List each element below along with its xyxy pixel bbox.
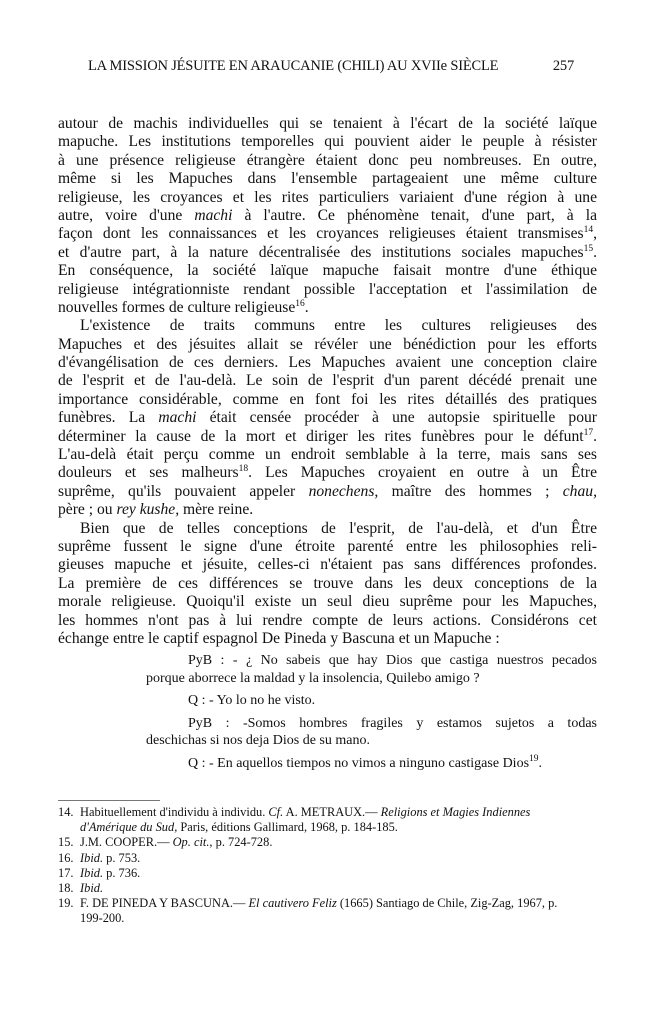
text-line [58, 207, 597, 225]
italic-term: machi [194, 206, 233, 224]
text-run: (1665) Santiago de Chile, Zig-Zag, 1967, p. 199-200. [80, 896, 558, 926]
footnote-text [80, 881, 567, 896]
italic-term: rey kushe, [116, 501, 180, 519]
text-line [58, 244, 597, 262]
text-run: les hommes n'ont pas à lui rendre compte de leurs actions. Considérons cet [58, 611, 597, 629]
dialogue-turn [146, 652, 597, 687]
text-line [58, 612, 597, 630]
text-line [58, 556, 597, 574]
italic-term: El cautivero Feliz [248, 896, 337, 911]
dialogue-line [146, 732, 597, 750]
running-header [88, 58, 574, 75]
text-run: A. METRAUX.— [283, 805, 381, 819]
text-run: mère reine. [179, 501, 254, 519]
text-line [58, 409, 597, 427]
text-run: PyB : - ¿ No sabeis que hay Dios que castiga nuestros pecados [188, 653, 597, 669]
text-run: douleurs et ses malheurs [58, 464, 239, 482]
footnote-text [80, 805, 567, 835]
text-run: . [304, 298, 309, 316]
footnote-ref: 18 [238, 464, 249, 475]
footnote-number: 17. [58, 865, 74, 880]
text-line [58, 593, 597, 611]
footnote-ref: 19 [529, 753, 539, 764]
text-run: déterminer la cause de la mort et diriger les rites funèbres pour le défunt [58, 427, 584, 445]
text-line [58, 152, 597, 170]
text-line [58, 225, 597, 243]
italic-term: chau, [562, 482, 597, 500]
text-run: PyB : -Somos hombres fragiles y estamos sujetos a todas [188, 715, 597, 731]
text-run: . [593, 427, 597, 445]
footnote [58, 835, 567, 850]
text-run: façon dont les connaissances et les croyances religieuses étaient transmises [58, 225, 584, 243]
footnote-number: 14. [58, 805, 74, 819]
footnote [58, 805, 567, 835]
text-run: , [593, 225, 597, 243]
footnote-ref: 17 [583, 427, 594, 438]
text-run: Paris, éditions Gallimard, 1968, p. 184-185. [177, 820, 398, 835]
text-run: morale religieuse. Quoiqu'il existe un seul dieu suprême pour les Mapuches, [58, 593, 597, 611]
footnote-divider [58, 800, 160, 801]
footnote-text [80, 896, 567, 926]
text-line [58, 483, 597, 501]
footnote-number: 19. [58, 896, 74, 911]
text-run: et d'autre part, à la nature décentralisée des institutions sociales mapuches [58, 243, 584, 261]
italic-term: Ibid. [80, 881, 104, 896]
dialogue-quote [58, 652, 597, 772]
footnotes [58, 805, 567, 927]
text-run: F. DE PINEDA Y BASCUNA.— [80, 896, 249, 911]
text-run: à une présence religieuse étrangère étaient donc peu nombreuses. En outre, [58, 151, 597, 169]
text-run: p. 753. [103, 850, 141, 865]
text-line [58, 501, 597, 519]
text-run: nouvelles formes de culture religieuse [58, 298, 296, 316]
dialogue-line [146, 670, 597, 688]
text-run: . [538, 755, 543, 771]
text-line [58, 428, 597, 446]
footnote-text [80, 866, 567, 881]
text-run: J.M. COOPER.— [80, 835, 173, 850]
text-run: d'évangélisation de ces derniers. Les Mapuches avaient une conception claire [58, 354, 597, 372]
text-run: L'au-delà était perçu comme un endroit semblable à la terre, mais sans ses [58, 446, 597, 464]
italic-term: Cf. [268, 805, 284, 819]
paragraph [58, 317, 597, 519]
text-line [58, 391, 597, 409]
dialogue-line [146, 755, 597, 773]
text-run: autre, voire d'une [58, 206, 195, 224]
text-run: suprême, qu'ils pouvaient appeler [58, 482, 309, 500]
text-line [58, 170, 597, 188]
footnote [58, 851, 567, 866]
dialogue-turn [146, 755, 597, 773]
text-run: La première de ces différences se trouve dans les deux conceptions de la [58, 574, 597, 592]
text-run: autour de machis individuelles qui se tenaient à l'écart de la société laïque [58, 115, 597, 132]
text-run: . [593, 243, 597, 261]
text-run: En conséquence, la société laïque mapuche faisait montre d'une éthique [58, 262, 597, 280]
text-run: religieuse, les croyances et les rites particuliers variaient d'une région à une [58, 188, 597, 206]
text-line [58, 262, 597, 280]
paragraph [58, 115, 597, 317]
text-run: p. 736. [103, 865, 141, 880]
footnote-number: 16. [58, 850, 74, 865]
footnote [58, 881, 567, 896]
text-line [58, 464, 597, 482]
text-run: funèbres. La [58, 409, 159, 427]
italic-term: Op. cit., [172, 835, 213, 850]
text-run: de l'esprit et de l'au-delà. Le soin de l'esprit d'un parent décédé prenait une [58, 372, 597, 390]
text-run: Q : - Yo lo no he visto. [188, 693, 316, 709]
text-line [58, 317, 597, 335]
text-run: mapuche. Les institutions temporelles qui pouvient aider le peuple à résister [58, 133, 597, 151]
text-run: L'existence de traits communs entre les cultures religieuses des [80, 317, 597, 335]
text-run: était censée procéder à une autopsie spirituelle pour [196, 409, 597, 427]
footnote-ref: 15 [583, 243, 594, 254]
text-run: échange entre le captif espagnol De Pineda y Bascuna et un Mapuche : [58, 629, 500, 647]
page-number: 257 [552, 58, 574, 74]
dialogue-turn [146, 692, 597, 710]
text-line [58, 281, 597, 299]
paragraph [58, 520, 597, 649]
text-run: Q : - En aquellos tiempos no vimos a ninguno castigase Dios [188, 755, 530, 771]
text-run: importance considérable, comme en font foi les rites détaillés des pratiques [58, 390, 597, 408]
footnote-ref: 16 [295, 298, 305, 309]
text-line [58, 575, 597, 593]
text-line [58, 520, 597, 538]
text-line [58, 336, 597, 354]
text-line [58, 115, 597, 133]
italic-term: Religions et Magies Indiennes d'Amérique du Sud, [80, 805, 531, 835]
text-run: père ; ou [58, 501, 117, 519]
dialogue-line [146, 715, 597, 733]
italic-term: Ibid. [80, 865, 104, 880]
text-run: même si les Mapuches dans l'ensemble partageaient une même culture [58, 170, 597, 188]
italic-term: machi [158, 409, 197, 427]
text-run: Habituellement d'individu à individu. [80, 805, 269, 819]
text-run: deschichas si nos deja Dios de su mano. [146, 733, 370, 749]
footnote-number: 18. [58, 881, 74, 896]
text-line [58, 372, 597, 390]
text-run: religieuse intégrationniste rendant possible l'acceptation et l'assimilation de [58, 280, 597, 298]
italic-term: nonechens, [308, 482, 379, 500]
running-title: LA MISSION JÉSUITE EN ARAUCANIE (CHILI) AU XVIIe SIÈCLE [88, 58, 499, 74]
dialogue-line [146, 692, 597, 710]
dialogue-line [146, 652, 597, 670]
footnote-number: 15. [58, 835, 74, 850]
text-line [58, 299, 597, 317]
text-run: gieuses mapuche et jésuite, celles-ci n'étaient pas sans différences profondes. [58, 556, 597, 574]
body-text [58, 115, 597, 777]
text-run: suprême fussent le signe d'une étroite parenté entre les philosophies reli- [58, 537, 597, 555]
text-run: porque aborrece la maldad y la insolencia, Quilebo amigo ? [146, 670, 480, 686]
footnote-text [80, 851, 567, 866]
text-run: . Les Mapuches croyaient en outre à un Être [248, 464, 597, 482]
footnote [58, 896, 567, 926]
text-run: Mapuches et des jésuites allait se révéler une bénédiction pour les efforts [58, 335, 597, 353]
text-run: p. 724-728. [212, 835, 273, 850]
footnote-ref: 14 [583, 225, 594, 236]
text-run: à l'autre. Ce phénomène tenait, d'une part, à la [232, 206, 598, 224]
text-line [58, 538, 597, 556]
footnote [58, 866, 567, 881]
italic-term: Ibid. [80, 850, 104, 865]
text-line [58, 446, 597, 464]
text-line [58, 189, 597, 207]
text-line [58, 630, 597, 648]
text-line [58, 133, 597, 151]
dialogue-turn [146, 715, 597, 750]
footnote-text [80, 835, 567, 850]
paragraphs [58, 115, 597, 648]
text-line [58, 354, 597, 372]
text-run: maître des hommes ; [378, 482, 563, 500]
text-run: Bien que de telles conceptions de l'esprit, de l'au-delà, et d'un Être [80, 519, 597, 537]
